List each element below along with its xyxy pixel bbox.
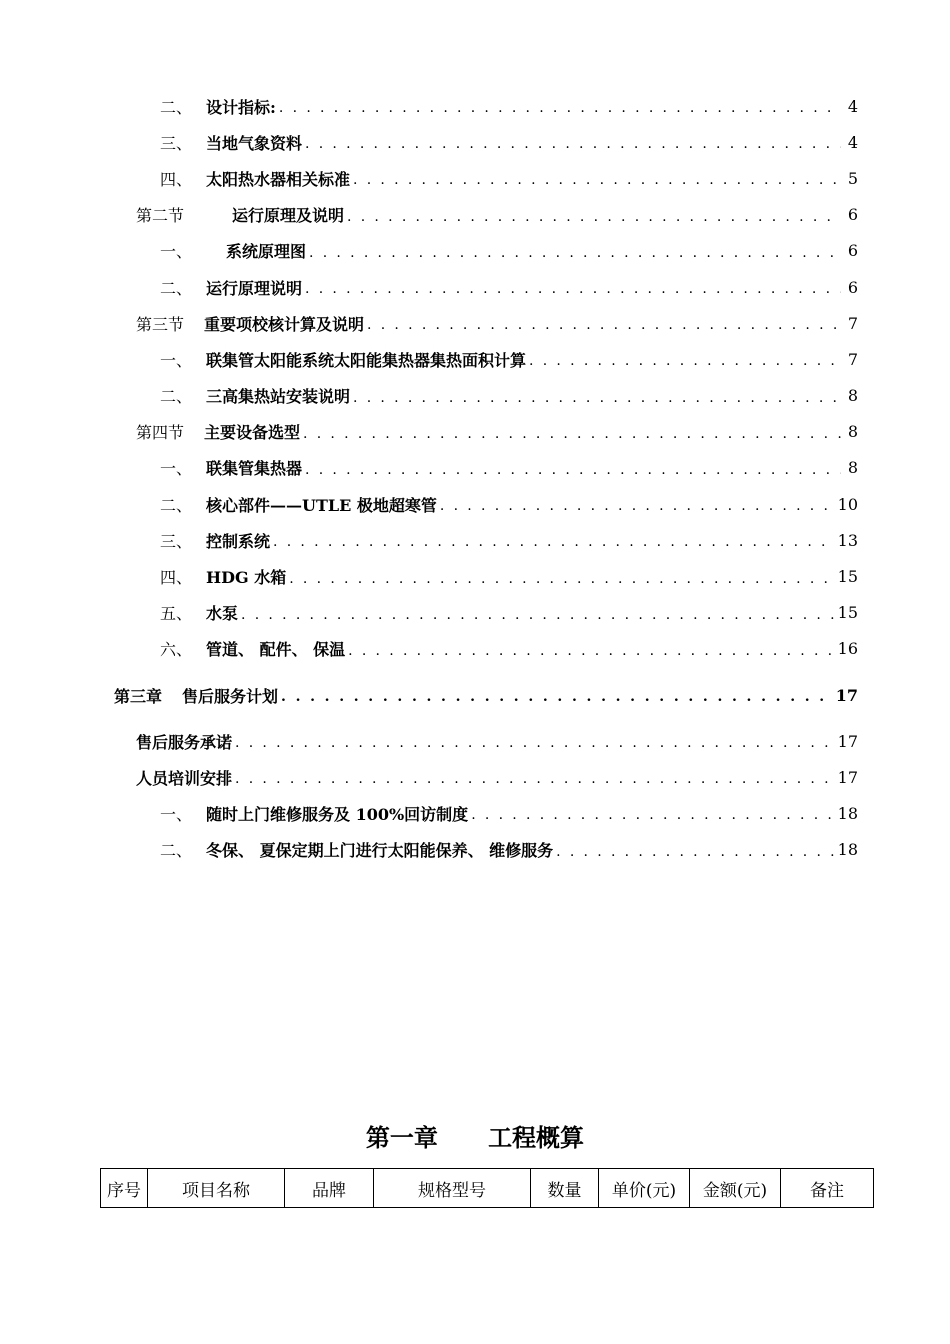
toc-number: 一、: [160, 459, 193, 479]
toc-section-entry[interactable]: [0, 723, 950, 759]
toc-page-number: 7: [847, 313, 858, 333]
toc-number: 二、: [160, 387, 193, 407]
toc-entry[interactable]: [0, 124, 950, 160]
toc-leader-dots: [305, 133, 841, 151]
table-of-contents: [0, 88, 950, 868]
toc-title: 联集管集热器: [206, 459, 303, 479]
toc-number: 一、: [160, 804, 193, 824]
toc-title: 太阳热水器相关标准: [206, 169, 351, 189]
toc-leader-dots: [235, 768, 835, 786]
toc-entry[interactable]: [0, 795, 950, 831]
toc-leader-dots: [281, 686, 833, 704]
toc-number: 六、: [160, 640, 193, 660]
toc-title: 售后服务计划: [182, 686, 279, 706]
column-header-item-name: 项目名称: [148, 1169, 285, 1208]
toc-number: 三、: [160, 133, 193, 153]
toc-leader-dots: [353, 169, 841, 187]
toc-title: 三高集热站安装说明: [206, 387, 351, 407]
column-header-unit-price: 单价(元): [599, 1169, 690, 1208]
toc-leader-dots: [348, 640, 834, 658]
toc-leader-dots: [556, 841, 834, 859]
toc-title: 重要项校核计算及说明: [204, 314, 365, 334]
column-header-amount: 金额(元): [690, 1169, 781, 1208]
toc-page-number: 4: [847, 96, 858, 116]
toc-entry[interactable]: [0, 522, 950, 558]
toc-leader-dots: [303, 423, 841, 441]
toc-title: 售后服务承诺: [136, 732, 233, 752]
toc-number: 第三节: [136, 314, 185, 334]
toc-page-number: 6: [847, 277, 858, 297]
toc-entry[interactable]: [0, 88, 950, 124]
toc-number: 第三章: [114, 686, 163, 706]
toc-page-number: 8: [847, 386, 858, 406]
column-header-remarks: 备注: [781, 1169, 874, 1208]
toc-section-entry[interactable]: [0, 414, 950, 450]
toc-page-number: 5: [847, 168, 858, 188]
toc-entry[interactable]: [0, 486, 950, 522]
toc-number: 二、: [160, 841, 193, 861]
toc-leader-dots: [305, 278, 841, 296]
toc-leader-dots: [273, 531, 835, 549]
column-header-index: 序号: [101, 1169, 148, 1208]
chapter-number: 第一章: [365, 1123, 438, 1152]
toc-leader-dots: [353, 387, 841, 405]
toc-section-entry[interactable]: [0, 197, 950, 233]
toc-number: 二、: [160, 97, 193, 117]
toc-section-entry[interactable]: [0, 305, 950, 341]
toc-page-number: 15: [837, 567, 858, 587]
toc-number: 第四节: [136, 423, 185, 443]
toc-page-number: 8: [847, 458, 858, 478]
toc-title: 人员培训安排: [136, 768, 233, 788]
toc-leader-dots: [241, 604, 835, 622]
toc-leader-dots: [471, 804, 834, 822]
toc-number: 一、: [160, 242, 193, 262]
toc-section-entry[interactable]: [0, 759, 950, 795]
toc-title: 主要设备选型: [204, 423, 301, 443]
toc-page-number: 8: [847, 422, 858, 442]
toc-leader-dots: [305, 459, 841, 477]
toc-page-number: 17: [837, 767, 858, 787]
toc-title: 冬保、 夏保定期上门进行太阳能保养、 维修服务: [206, 841, 554, 861]
toc-leader-dots: [529, 350, 841, 368]
toc-page-number: 18: [837, 840, 858, 860]
toc-number: 五、: [160, 604, 193, 624]
toc-entry[interactable]: [0, 631, 950, 667]
toc-entry[interactable]: [0, 160, 950, 196]
toc-entry[interactable]: [0, 378, 950, 414]
toc-leader-dots: [235, 732, 835, 750]
toc-title: 核心部件——UTLE 极地超寒管: [206, 495, 437, 515]
toc-leader-dots: [367, 314, 841, 332]
toc-page-number: 6: [847, 205, 858, 225]
toc-number: 二、: [160, 495, 193, 515]
toc-page-number: 17: [835, 685, 858, 705]
toc-title: 联集管太阳能系统太阳能集热器集热面积计算: [206, 350, 527, 370]
column-header-spec: 规格型号: [374, 1169, 531, 1208]
toc-number: 一、: [160, 350, 193, 370]
toc-title: 运行原理及说明: [232, 206, 345, 226]
toc-title: 水泵: [206, 604, 239, 624]
toc-entry[interactable]: [0, 341, 950, 377]
toc-entry[interactable]: [0, 558, 950, 594]
toc-number: 四、: [160, 568, 193, 588]
toc-title: 管道、 配件、 保温: [206, 640, 346, 660]
toc-chapter-entry[interactable]: [0, 677, 950, 713]
column-header-quantity: 数量: [531, 1169, 599, 1208]
toc-title: 控制系统: [206, 531, 271, 551]
toc-page-number: 18: [837, 803, 858, 823]
toc-leader-dots: [440, 495, 835, 513]
toc-page-number: 16: [837, 639, 858, 659]
toc-page-number: 4: [847, 132, 858, 152]
toc-page-number: 15: [837, 603, 858, 623]
toc-page-number: 6: [847, 241, 858, 261]
table-header-row: [101, 1169, 874, 1208]
chapter-heading: [0, 1118, 950, 1153]
toc-title: 设计指标:: [206, 97, 276, 117]
toc-number: 二、: [160, 278, 193, 298]
toc-title: HDG 水箱: [206, 568, 287, 588]
toc-number: 四、: [160, 169, 193, 189]
toc-leader-dots: [309, 242, 841, 260]
toc-title: 系统原理图: [226, 242, 307, 262]
toc-title: 运行原理说明: [206, 278, 303, 298]
toc-entry[interactable]: [0, 269, 950, 305]
estimate-table: [100, 1168, 874, 1208]
toc-title: 当地气象资料: [206, 133, 303, 153]
toc-page-number: 17: [837, 731, 858, 751]
toc-number: 三、: [160, 531, 193, 551]
column-header-brand: 品牌: [285, 1169, 374, 1208]
toc-entry[interactable]: [0, 233, 950, 269]
toc-leader-dots: [289, 568, 834, 586]
toc-page-number: 10: [837, 494, 858, 514]
toc-title: 随时上门维修服务及 100%回访制度: [206, 804, 469, 824]
toc-number: 第二节: [136, 206, 185, 226]
toc-page-number: 7: [847, 349, 858, 369]
toc-entry[interactable]: [0, 450, 950, 486]
toc-leader-dots: [347, 206, 841, 224]
toc-entry[interactable]: [0, 595, 950, 631]
toc-page-number: 13: [837, 530, 858, 550]
toc-leader-dots: [279, 97, 841, 115]
chapter-title: 工程概算: [488, 1123, 585, 1152]
toc-entry[interactable]: [0, 832, 950, 868]
